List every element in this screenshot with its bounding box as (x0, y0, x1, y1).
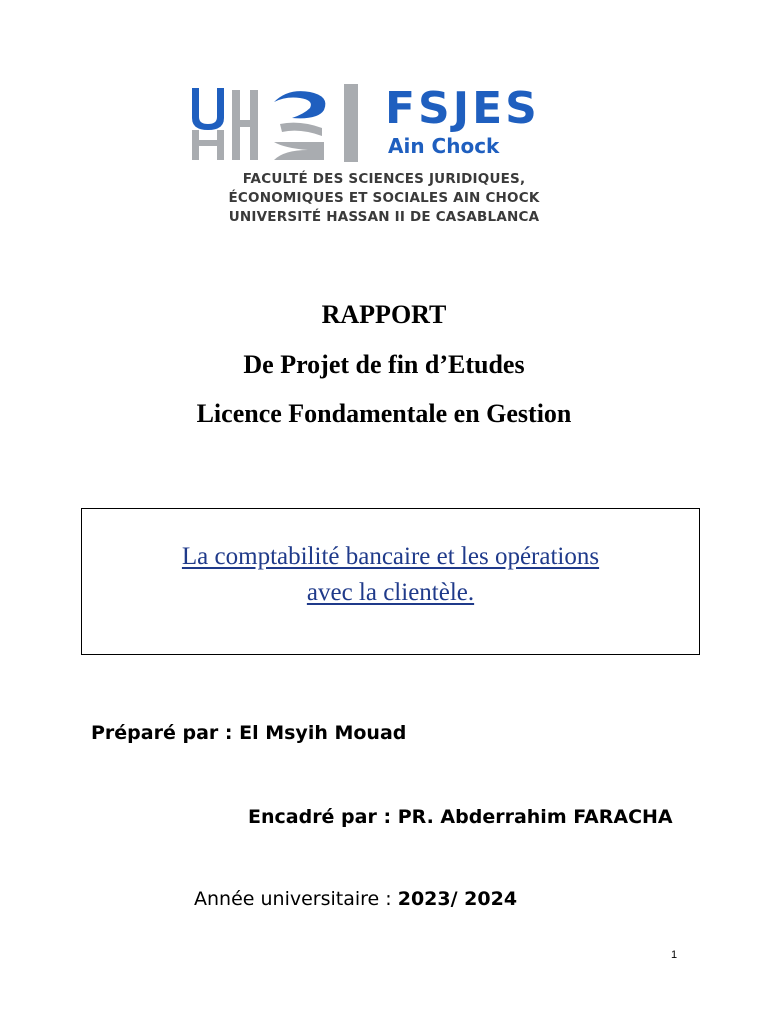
academic-year-value: 2023/ 2024 (397, 888, 518, 910)
prepared-by-label: Préparé par : (91, 722, 240, 744)
supervised-by-name: PR. Abderrahim FARACHA (397, 806, 673, 828)
supervised-by (248, 806, 673, 828)
title-projet: De Projet de fin d’Etudes (243, 350, 525, 379)
supervised-by-label: Encadré par : (248, 806, 398, 828)
title-licence: Licence Fondamentale en Gestion (196, 399, 572, 428)
faculty-logo (188, 84, 580, 234)
logo-campus-text: Ain Chock (388, 134, 500, 158)
prepared-by-name: El Msyih Mouad (239, 722, 407, 744)
subject-title (82, 539, 699, 611)
academic-year (194, 888, 517, 910)
title-rapport: RAPPORT (321, 300, 447, 329)
faculty-line-1: FACULTÉ DES SCIENCES JURIDIQUES, (242, 171, 526, 187)
logo-faculty-text (188, 170, 580, 227)
prepared-by (91, 722, 406, 744)
faculty-line-2: ÉCONOMIQUES ET SOCIALES AIN CHOCK (228, 190, 540, 206)
page-number: 1 (670, 949, 678, 961)
faculty-line-3: UNIVERSITÉ HASSAN II DE CASABLANCA (228, 209, 540, 225)
subject-box (81, 508, 700, 655)
academic-year-label: Année universitaire : (194, 888, 398, 910)
uh2c-emblem-icon (188, 84, 368, 162)
logo-brand-text: FSJES (385, 83, 540, 134)
subject-line-2: avec la clientèle. (306, 579, 475, 606)
subject-line-1: La comptabilité bancaire et les opérations (181, 543, 600, 570)
